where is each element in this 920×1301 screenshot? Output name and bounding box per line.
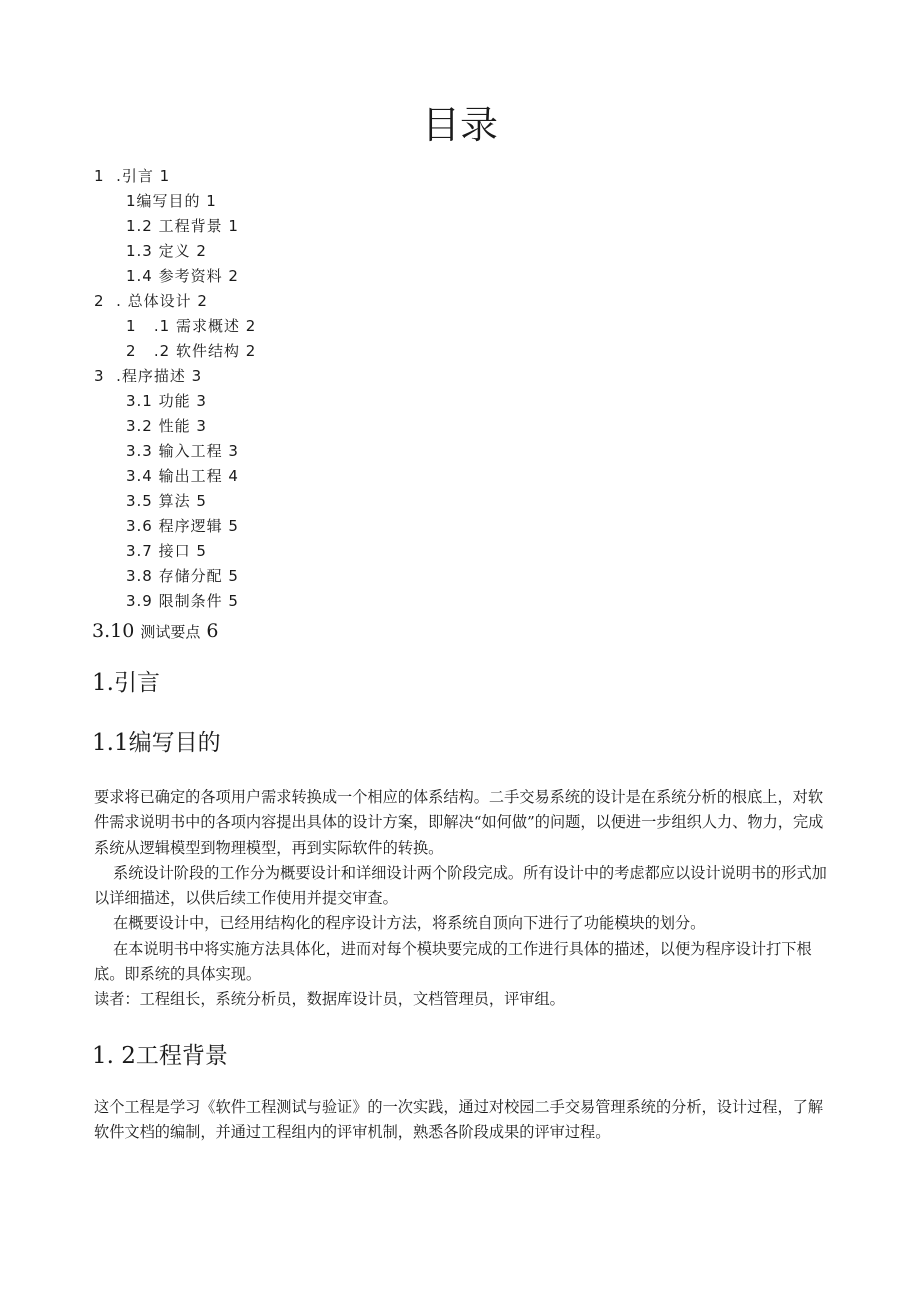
section-body [94, 785, 834, 1013]
toc-item[interactable] [126, 416, 207, 436]
toc-item[interactable] [126, 441, 239, 461]
toc-item[interactable] [126, 591, 239, 611]
toc-item-label: . 总体设计 2 [116, 292, 208, 310]
toc-item[interactable] [126, 341, 256, 361]
toc-item-page: 6 [206, 620, 219, 642]
toc-item-label: 3.6 程序逻辑 5 [126, 517, 239, 535]
toc-item[interactable] [126, 266, 239, 286]
toc-item-number: 1 [126, 317, 137, 335]
section-heading: 1. 2工程背景 [92, 1043, 228, 1069]
toc-item-number: 2 [126, 342, 137, 360]
toc-item[interactable] [126, 541, 207, 561]
toc-item[interactable] [126, 516, 239, 536]
toc-item-label: 3.4 输出工程 4 [126, 467, 239, 485]
toc-item-label: 1.3 定义 2 [126, 242, 207, 260]
paragraph: 系统设计阶段的工作分为概要设计和详细设计两个阶段完成。所有设计中的考虑都应以设计说明书的形式加以详细描述，以供后续工作使用并提交审查。 [94, 863, 827, 908]
toc-item-label: 1编写目的 1 [126, 192, 217, 210]
toc-item[interactable] [92, 619, 219, 644]
toc-item-label: 3.5 算法 5 [126, 492, 207, 510]
toc-item[interactable] [126, 316, 256, 336]
toc-item-label: .引言 1 [116, 167, 171, 185]
paragraph: 在本说明书中将实施方法具体化，进而对每个模块要完成的工作进行具体的描述，以便为程序设计打下根底。即系统的具体实现。 [94, 939, 812, 984]
toc-item-label: 测试要点 [140, 623, 201, 641]
toc-item-number: 3.10 [92, 620, 135, 642]
paragraph: 这个工程是学习《软件工程测试与验证》的一次实践，通过对校园二手交易管理系统的分析，设计过程，了解软件文档的编制，并通过工程组内的评审机制，熟悉各阶段成果的评审过程。 [94, 1098, 823, 1142]
toc-item-number: 2 [94, 292, 105, 310]
toc-item-label: 3.3 输入工程 3 [126, 442, 239, 460]
toc-item[interactable] [126, 466, 239, 486]
toc-item-label: 3.8 存储分配 5 [126, 567, 239, 585]
toc-item-label: .2 软件结构 2 [153, 342, 257, 360]
paragraph: 在概要设计中，已经用结构化的程序设计方法，将系统自顶向下进行了功能模块的划分。 [113, 914, 706, 933]
toc-item[interactable] [94, 166, 170, 186]
toc-item[interactable] [126, 491, 207, 511]
toc-item-label: .程序描述 3 [116, 367, 203, 385]
toc-item[interactable] [94, 366, 202, 386]
toc-item-label: 3.2 性能 3 [126, 417, 207, 435]
paragraph: 要求将已确定的各项用户需求转换成一个相应的体系结构。二手交易系统的设计是在系统分析的根底上，对软件需求说明书中的各项内容提出具体的设计方案，即解决“如何做”的问题，以便进一步组织人力、物力，完成系统从逻辑模型到物理模型，再到实际软件的转换。 [94, 788, 824, 857]
toc-item-number: 3 [94, 367, 105, 385]
toc-item-label: .1 需求概述 2 [153, 317, 257, 335]
toc-item-label: 3.1 功能 3 [126, 392, 207, 410]
toc-item[interactable] [126, 216, 239, 236]
paragraph: 读者：工程组长，系统分析员，数据库设计员，文档管理员，评审组。 [94, 990, 565, 1009]
toc-item[interactable] [94, 291, 208, 311]
section-body [94, 1095, 834, 1146]
toc-item[interactable] [126, 241, 207, 261]
page-title: 目录 [421, 103, 498, 147]
section-heading: 1.1编写目的 [92, 730, 221, 756]
toc-item-number: 1 [94, 167, 105, 185]
toc-item-label: 1.2 工程背景 1 [126, 217, 239, 235]
toc-item-label: 3.7 接口 5 [126, 542, 207, 560]
toc-item[interactable] [126, 566, 239, 586]
toc-item-label: 3.9 限制条件 5 [126, 592, 239, 610]
toc-item-label: 1.4 参考资料 2 [126, 267, 239, 285]
section-heading: 1.引言 [92, 670, 160, 696]
toc-item[interactable] [126, 391, 207, 411]
toc-item[interactable] [126, 191, 217, 211]
